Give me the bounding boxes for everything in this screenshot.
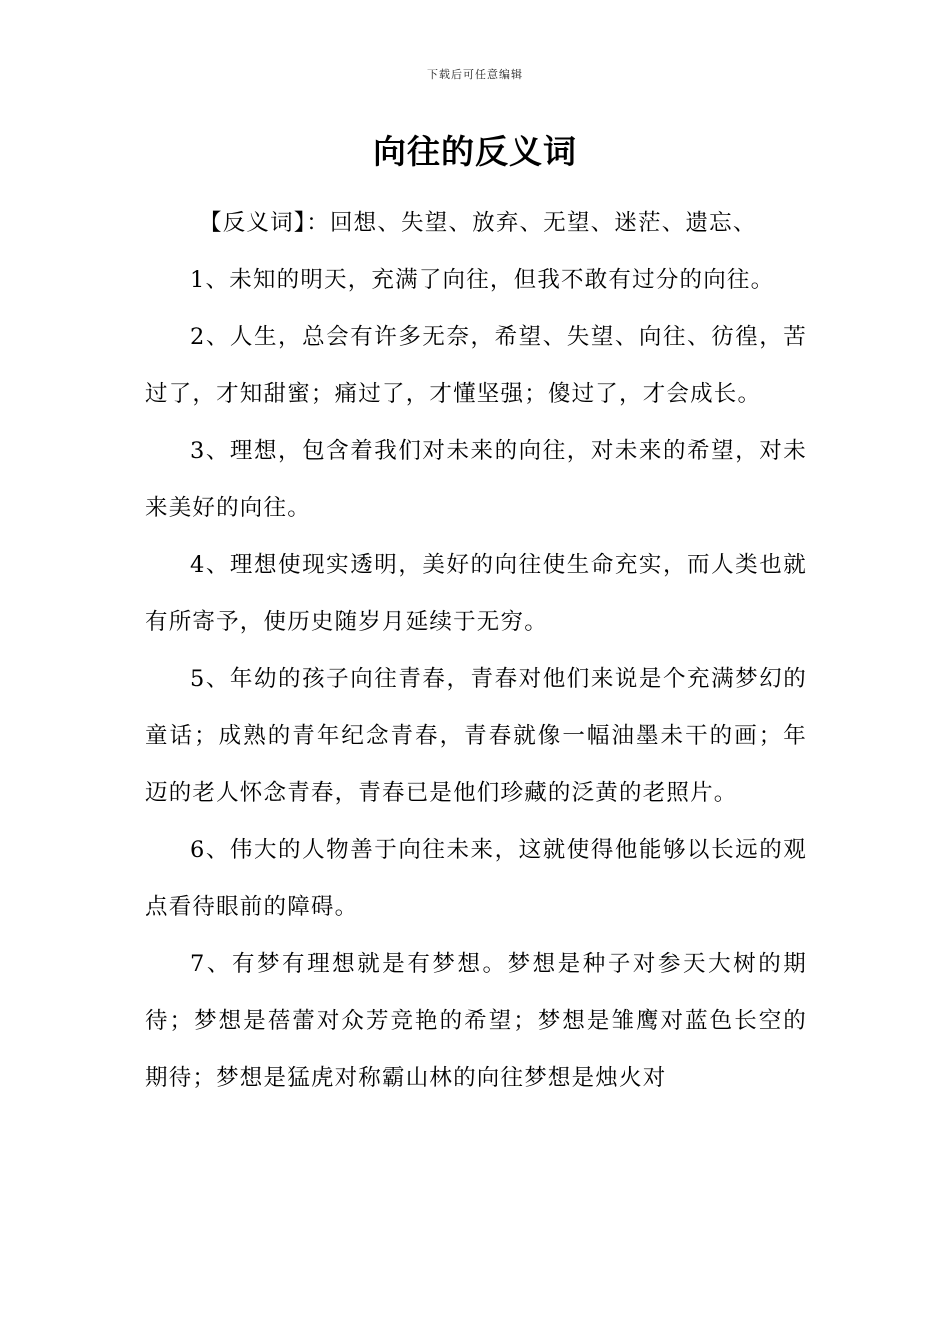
document-title: 向往的反义词 [373, 132, 577, 171]
paragraph-2: 2、人生，总会有许多无奈，希望、失望、向往、彷徨，苦过了，才知甜蜜；痛过了，才懂坚强；傻过了，才会成长。 [145, 324, 807, 407]
paragraph-4: 4、理想使现实透明，美好的向往使生命充实，而人类也就有所寄予，使历史随岁月延续于无穷。 [145, 552, 807, 635]
antonyms-line: 【反义词】：回想、失望、放弃、无望、迷茫、遗忘、 [199, 210, 757, 236]
header-note: 下载后可任意编辑 [427, 68, 523, 81]
paragraph-5: 5、年幼的孩子向往青春，青春对他们来说是个充满梦幻的童话；成熟的青年纪念青春，青春就像一幅油墨未干的画；年迈的老人怀念青春，青春已是他们珍藏的泛黄的老照片。 [145, 666, 807, 806]
document-body [145, 195, 807, 1107]
paragraph-6: 6、伟大的人物善于向往未来，这就使得他能够以长远的观点看待眼前的障碍。 [145, 837, 807, 920]
paragraph-7: 7、有梦有理想就是有梦想。梦想是种子对参天大树的期待；梦想是蓓蕾对众芳竞艳的希望；梦想是雏鹰对蓝色长空的期待；梦想是猛虎对称霸山林的向往梦想是烛火对 [145, 951, 807, 1091]
paragraph-3: 3、理想，包含着我们对未来的向往，对未来的希望，对未来美好的向往。 [145, 438, 807, 521]
paragraph-1: 1、未知的明天，充满了向往，但我不敢有过分的向往。 [190, 267, 775, 293]
